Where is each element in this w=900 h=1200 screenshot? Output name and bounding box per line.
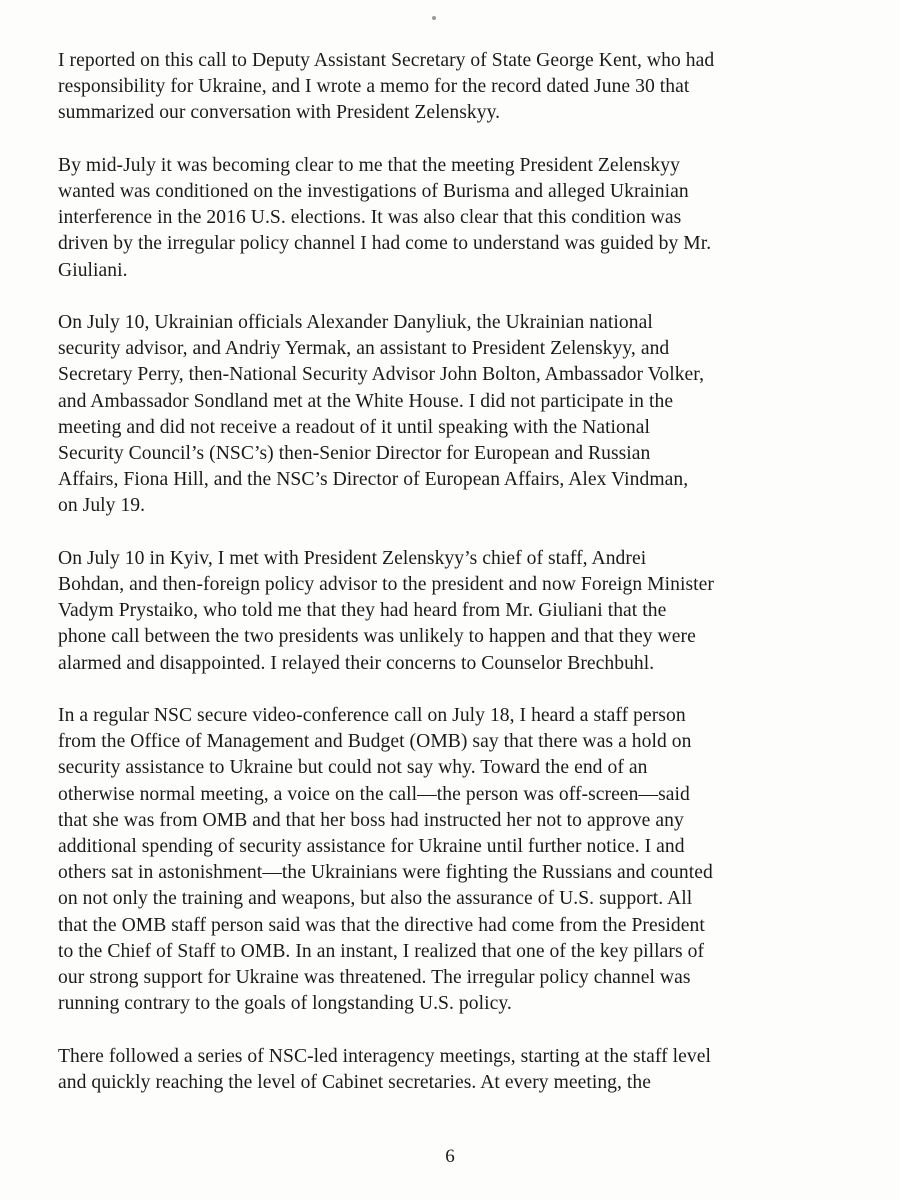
text-line: on not only the training and weapons, but also the assurance of U.S. support. All: [58, 888, 693, 910]
text-line: On July 10 in Kyiv, I met with President Zelenskyy’s chief of staff, Andrei: [58, 547, 647, 569]
text-line: alarmed and disappointed. I relayed their concerns to Counselor Brechbuhl.: [58, 652, 655, 674]
paragraph-3: [58, 310, 848, 520]
text-line: driven by the irregular policy channel I had come to understand was guided by Mr.: [58, 233, 712, 255]
paragraph-2: [58, 153, 848, 284]
text-line: security advisor, and Andriy Yermak, an assistant to President Zelenskyy, and: [58, 338, 670, 360]
text-line: running contrary to the goals of longstanding U.S. policy.: [58, 993, 512, 1015]
text-line: wanted was conditioned on the investigations of Burisma and alleged Ukrainian: [58, 181, 689, 202]
text-line: meeting and did not receive a readout of it until speaking with the National: [58, 416, 650, 438]
text-line: summarized our conversation with President Zelenskyy.: [58, 102, 501, 124]
text-line: I reported on this call to Deputy Assistant Secretary of State George Kent, who had: [58, 50, 715, 71]
text-line: Bohdan, and then-foreign policy advisor to the president and now Foreign Minister: [58, 574, 714, 596]
text-line: Security Council’s (NSC’s) then-Senior Director for European and Russian: [58, 443, 651, 465]
text-line: and Ambassador Sondland met at the White House. I did not participate in the: [58, 390, 674, 412]
page-number: 6: [445, 1146, 455, 1167]
text-line: additional spending of security assistance for Ukraine until further notice. I and: [58, 836, 685, 858]
text-line: to the Chief of Staff to OMB. In an instant, I realized that one of the key pillars of: [58, 940, 705, 962]
text-line: interference in the 2016 U.S. elections. It was also clear that this condition was: [58, 207, 682, 229]
text-line: on July 19.: [58, 495, 146, 517]
text-line: There followed a series of NSC-led interagency meetings, starting at the staff level: [58, 1045, 711, 1067]
text-line: On July 10, Ukrainian officials Alexander Danyliuk, the Ukrainian national: [58, 312, 653, 333]
text-line: others sat in astonishment—the Ukrainians were fighting the Russians and counted: [58, 862, 713, 884]
text-line: that she was from OMB and that her boss had instructed her not to approve any: [58, 809, 684, 831]
text-line: our strong support for Ukraine was threatened. The irregular policy channel was: [58, 967, 691, 989]
text-line: otherwise normal meeting, a voice on the call—the person was off-screen—said: [58, 783, 690, 805]
paragraph-6: [58, 1044, 848, 1096]
text-line: Affairs, Fiona Hill, and the NSC’s Director of European Affairs, Alex Vindman,: [58, 469, 689, 491]
paragraph-5: [58, 703, 848, 1017]
paragraph-1: [58, 48, 848, 127]
paragraph-4: [58, 546, 848, 677]
text-line: and quickly reaching the level of Cabinet secretaries. At every meeting, the: [58, 1071, 652, 1093]
text-line: In a regular NSC secure video-conference call on July 18, I heard a staff person: [58, 705, 686, 727]
text-line: phone call between the two presidents was unlikely to happen and that they were: [58, 626, 696, 648]
scan-speck: [432, 16, 436, 20]
text-line: Vadym Prystaiko, who told me that they had heard from Mr. Giuliani that the: [58, 600, 667, 622]
text-line: Giuliani.: [58, 259, 128, 281]
text-line: security assistance to Ukraine but could not say why. Toward the end of an: [58, 757, 648, 779]
text-line: responsibility for Ukraine, and I wrote a memo for the record dated June 30 that: [58, 76, 690, 98]
text-line: that the OMB staff person said was that the directive had come from the President: [58, 914, 705, 936]
text-line: from the Office of Management and Budget (OMB) say that there was a hold on: [58, 731, 692, 753]
text-line: By mid-July it was becoming clear to me that the meeting President Zelenskyy: [58, 154, 680, 176]
document-body: [58, 48, 848, 1122]
text-line: Secretary Perry, then-National Security Advisor John Bolton, Ambassador Volker,: [58, 364, 705, 386]
